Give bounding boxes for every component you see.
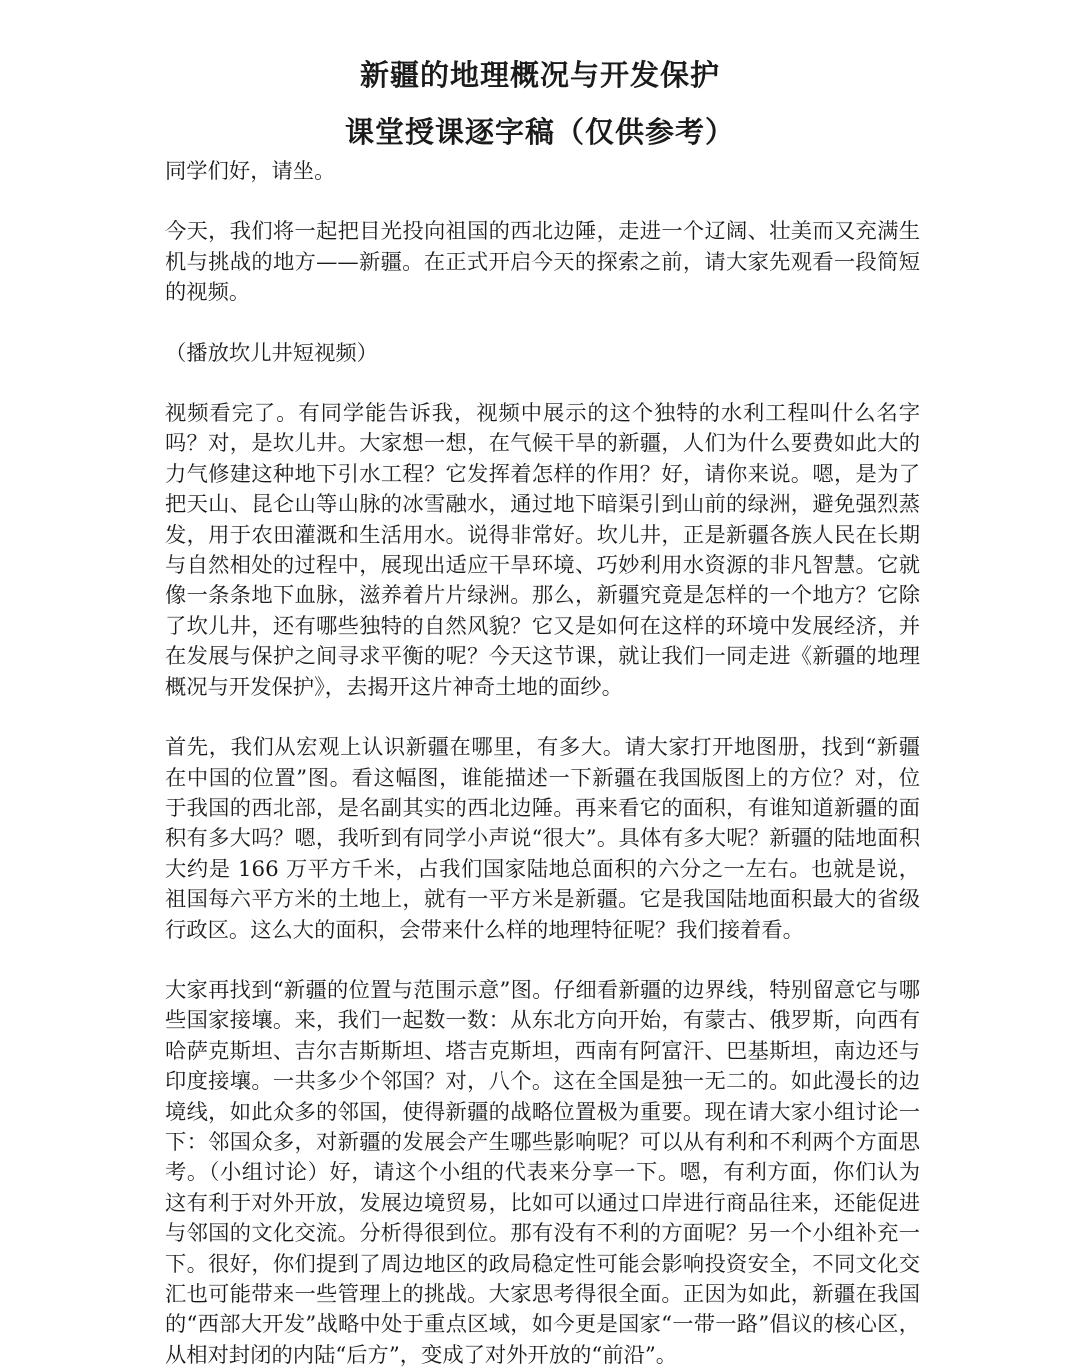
paragraph-neighbors: 大家再找到“新疆的位置与范围示意”图。仔细看新疆的边界线，特别留意它与哪些国家接壤。来，我们一起数一数：从东北方向开始，有蒙古、俄罗斯，向西有哈萨克斯坦、吉尔吉斯斯坦、塔吉克斯坦，西南有阿富汗、巴基斯坦，南边还与印度接壤。一共多少个邻国？对，八个。这在全国是独一无二的。如此漫长的边境线，如此众多的邻国，使得新疆的战略位置极为重要。现在请大家小组讨论一下：邻国众多，对新疆的发展会产生哪些影响呢？可以从有利和不利两个方面思考。（小组讨论）好，请这个小组的代表来分享一下。嗯，有利方面，你们认为这有利于对外开放，发展边境贸易，比如可以通过口岸进行商品往来，还能促进与邻国的文化交流。分析得很到位。那有没有不利的方面呢？另一个小组补充一下。很好，你们提到了周边地区的政局稳定性可能会影响投资安全，不同文化交汇也可能带来一些管理上的挑战。大家思考得很全面。正因为如此，新疆在我国的“西部大开发”战略中处于重点区域，如今更是国家“一带一路”倡议的核心区，从相对封闭的内陆“后方”，变成了对外开放的“前沿”。 <box>165 977 920 1368</box>
paragraph-stage-direction: （播放坎儿井短视频） <box>165 340 378 366</box>
paragraph-location-area: 首先，我们从宏观上认识新疆在哪里，有多大。请大家打开地图册，找到“新疆在中国的位置”图。看这幅图，谁能描述一下新疆在我国版图上的方位？对，位于我国的西北部，是名副其实的西北边陲。再来看它的面积，有谁知道新疆的面积有多大吗？嗯，我听到有同学小声说“很大”。具体有多大呢？新疆的陆地面积大约是 166 万平方千米，占我们国家陆地总面积的六分之一左右。也就是说，祖国每六平方米的土地上，就有一平方米是新疆。它是我国陆地面积最大的省级行政区。这么大的面积，会带来什么样的地理特征呢？我们接着看。 <box>165 735 920 943</box>
document-title: 新疆的地理概况与开发保护 <box>359 58 720 92</box>
paragraph-intro: 今天，我们将一起把目光投向祖国的西北边陲，走进一个辽阔、壮美而又充满生机与挑战的地方——新疆。在正式开启今天的探索之前，请大家先观看一段简短的视频。 <box>165 219 920 306</box>
paragraph-greeting: 同学们好，请坐。 <box>165 159 336 184</box>
document-subtitle: 课堂授课逐字稿（仅供参考） <box>344 115 735 149</box>
paragraph-karez: 视频看完了。有同学能告诉我，视频中展示的这个独特的水利工程叫什么名字吗？对，是坎儿井。大家想一想，在气候干旱的新疆，人们为什么要费如此大的力气修建这种地下引水工程？它发挥着怎样的作用？好，请你来说。嗯，是为了把天山、昆仑山等山脉的冰雪融水，通过地下暗渠引到山前的绿洲，避免强烈蒸发，用于农田灌溉和生活用水。说得非常好。坎儿井，正是新疆各族人民在长期与自然相处的过程中，展现出适应干旱环境、巧妙利用水资源的非凡智慧。它就像一条条地下血脉，滋养着片片绿洲。那么，新疆究竟是怎样的一个地方？它除了坎儿井，还有哪些独特的自然风貌？它又是如何在这样的环境中发展经济，并在发展与保护之间寻求平衡的呢？今天这节课，就让我们一同走进《新疆的地理概况与开发保护》，去揭开这片神奇土地的面纱。 <box>165 401 920 700</box>
document-body <box>165 157 920 1371</box>
